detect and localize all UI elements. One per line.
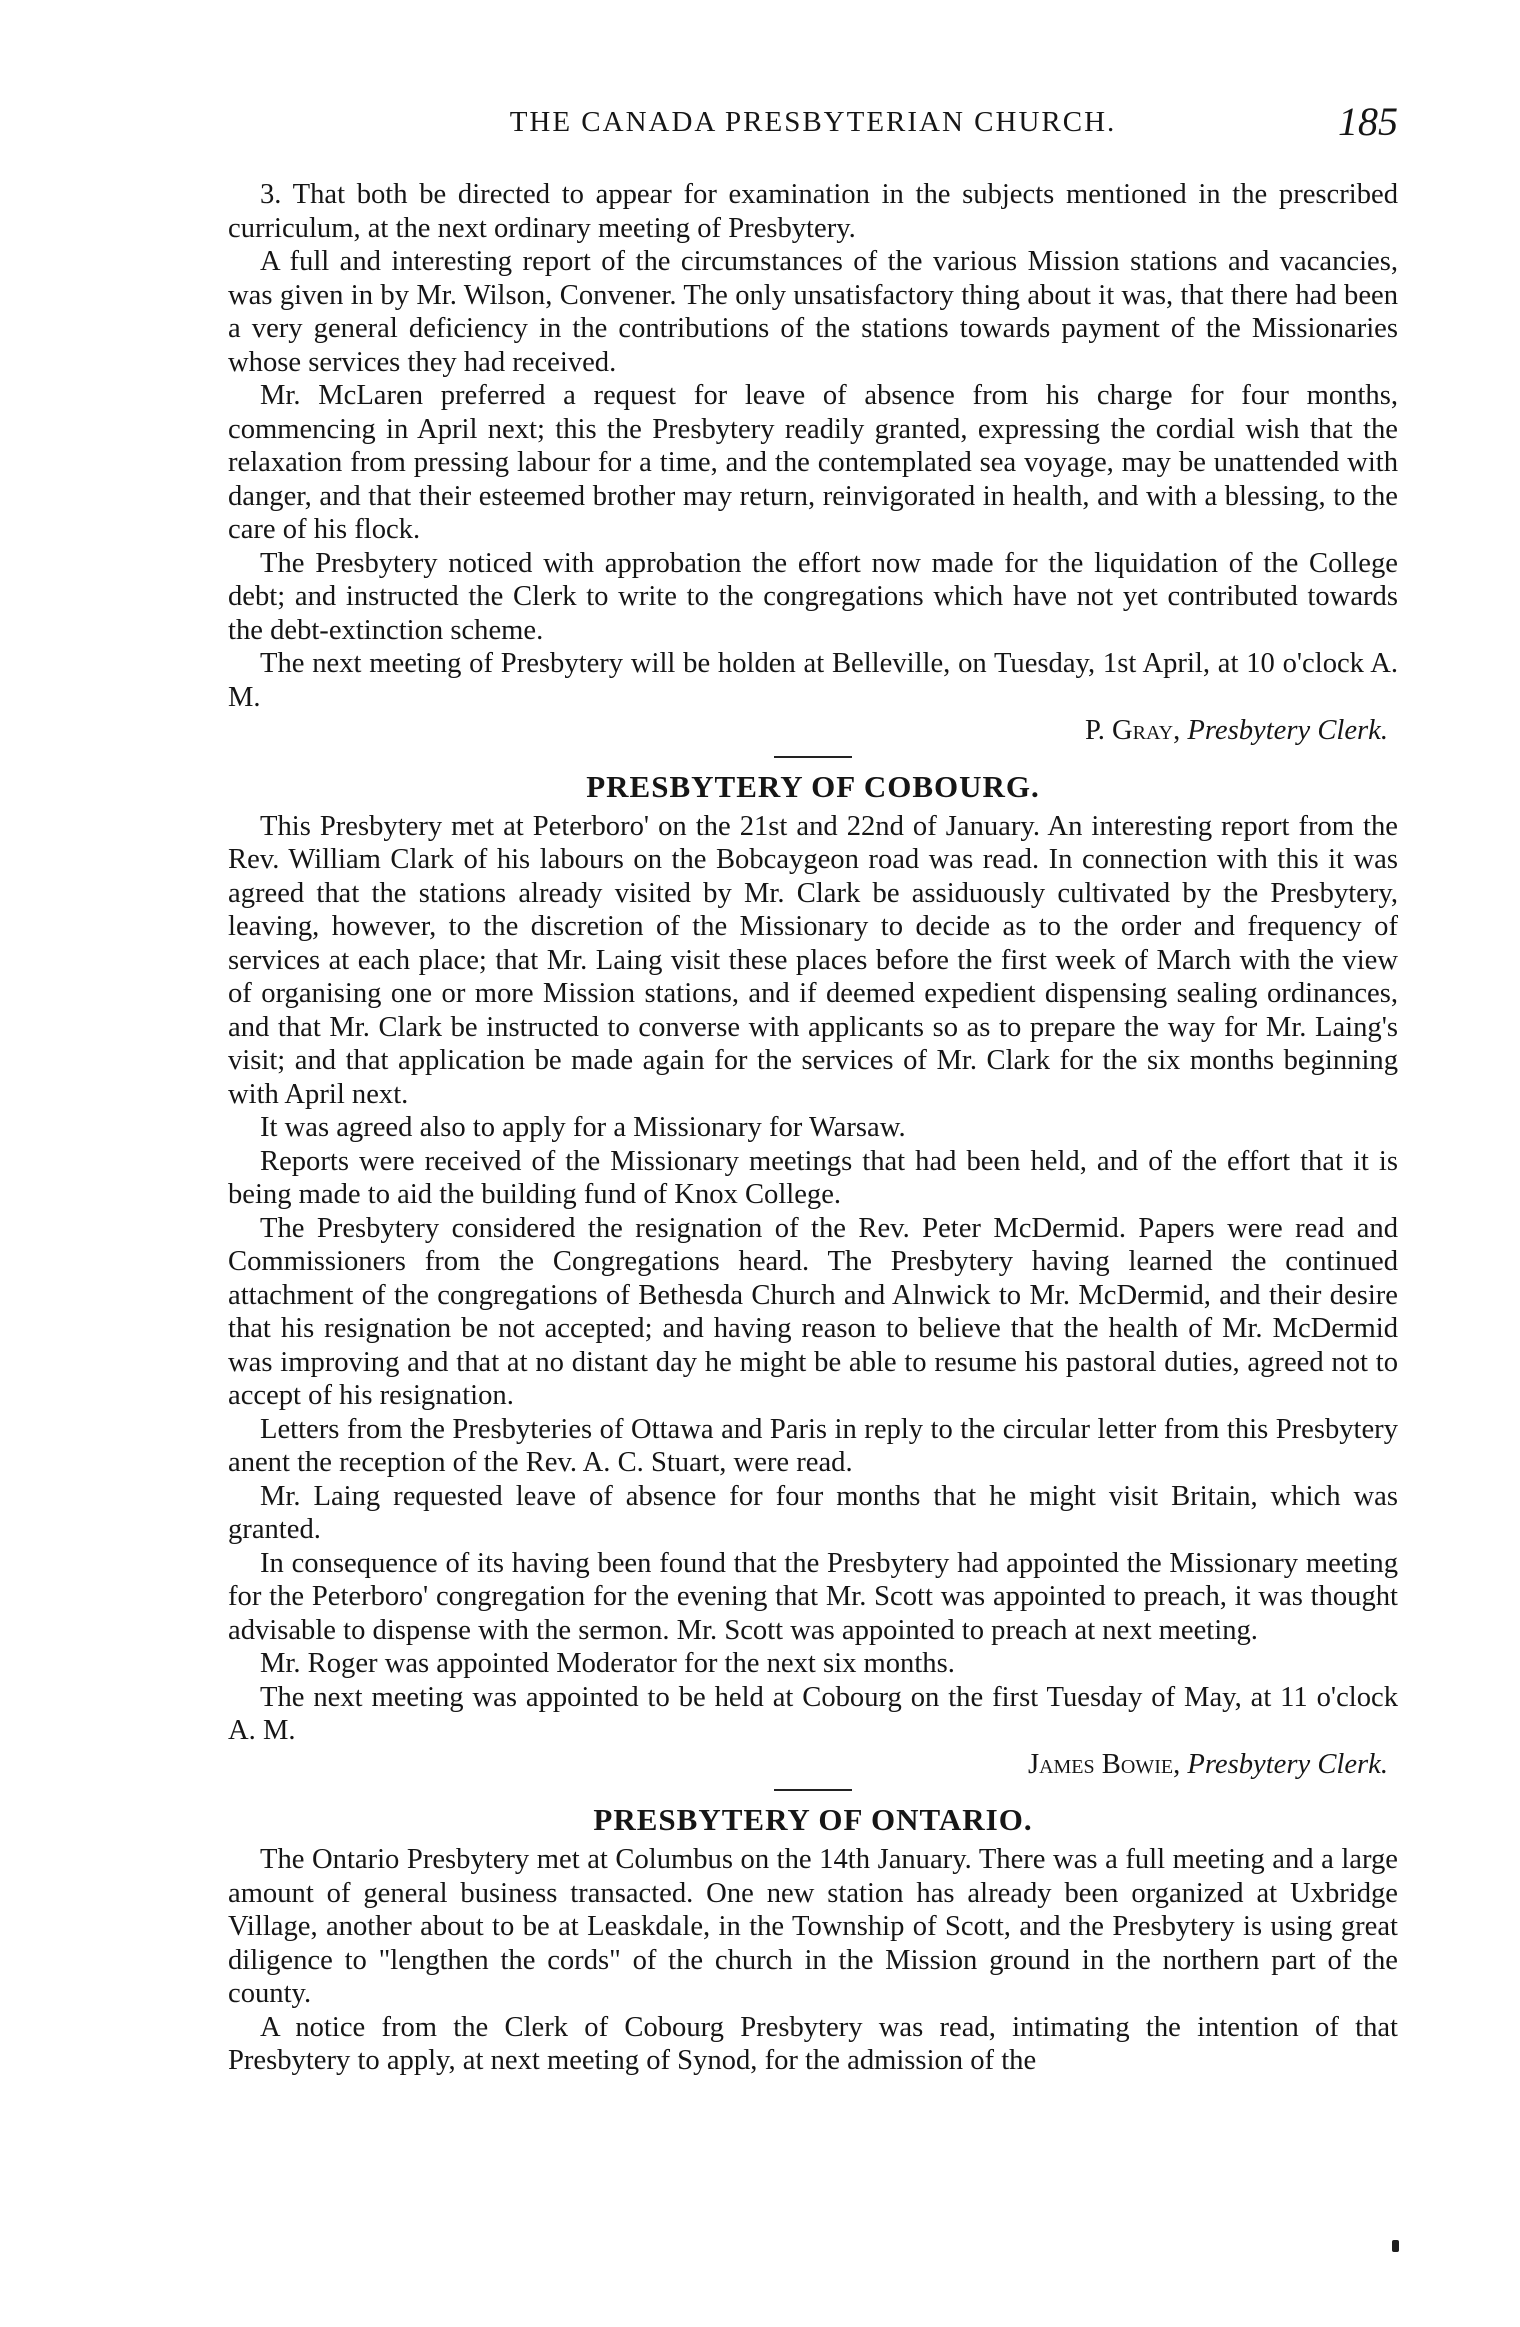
paragraph: It was agreed also to apply for a Missionary for Warsaw.: [260, 1112, 906, 1143]
signature-role: Presbytery Clerk.: [1187, 1748, 1388, 1780]
running-header: [228, 98, 1398, 148]
paragraph: Mr. Laing requested leave of absence for four months that he might visit Britain, which was granted.: [228, 1480, 1398, 1545]
paragraph: The next meeting was appointed to be held at Cobourg on the first Tuesday of May, at 11 o'clock A. M.: [228, 1681, 1398, 1746]
section-divider: [774, 756, 852, 758]
paragraph: The Presbytery considered the resignation of the Rev. Peter McDermid. Papers were read and Commissioners from the Congregations heard. The Presbytery having learned the continued attachment of the congregations of Bethesda Church and Alnwick to Mr. McDermid, and their desire that his resignation be not accepted; and having reason to believe that the health of Mr. McDermid was improving and that at no distant day he might be able to resume his pastoral duties, agreed not to accept of his resignation.: [228, 1212, 1398, 1411]
paragraph: The Presbytery noticed with approbation the effort now made for the liquidation of the College debt; and instructed the Clerk to write to the congregations which have not yet contributed towards the debt-extinction scheme.: [228, 547, 1398, 646]
paragraph: 3. That both be directed to appear for examination in the subjects mentioned in the prescribed curriculum, at the next ordinary meeting of Presbytery.: [228, 179, 1398, 244]
paragraph: The Ontario Presbytery met at Columbus on the 14th January. There was a full meeting and a large amount of general business transacted. One new station has already been organized at Uxbridge Village, another about to be at Leaskdale, in the Township of Scott, and the Presbytery is using great diligence to "lengthen the cords" of the church in the Mission ground in the northern part of the county.: [228, 1844, 1398, 2009]
paragraph: A full and interesting report of the circumstances of the various Mission stations and vacancies, was given in by Mr. Wilson, Convener. The only unsatisfactory thing about it was, that there had been a very general deficiency in the contributions of the stations towards payment of the Missionaries whose services they had received.: [228, 246, 1398, 378]
paragraph: This Presbytery met at Peterboro' on the 21st and 22nd of January. An interesting report from the Rev. William Clark of his labours on the Bobcaygeon road was read. In connection with this it was agreed that the stations already visited by Mr. Clark be assiduously cultivated by the Presbytery, leaving, however, to the discretion of the Missionary to decide as to the order and frequency of services at each place; that Mr. Laing visit these places before the first week of March with the view of organising one or more Mission stations, and if deemed expedient dispensing sealing ordinances, and that Mr. Clark be instructed to converse with applicants so as to prepare the way for Mr. Laing's visit; and that application be made again for the services of Mr. Clark for the six months beginning with April next.: [228, 810, 1398, 1110]
body-text: [228, 178, 1398, 2078]
signature-name: James Bowie,: [1027, 1748, 1181, 1780]
signature-name: P. Gray,: [1085, 715, 1181, 746]
paragraph: Mr. McLaren preferred a request for leave of absence from his charge for four months, commencing in April next; this the Presbytery readily granted, expressing the cordial wish that the relaxation from pressing labour for a time, and the contemplated sea voyage, may be unattended with danger, and that their esteemed brother may return, reinvigorated in health, and with a blessing, to the care of his flock.: [228, 380, 1398, 545]
paragraph: Mr. Roger was appointed Moderator for the next six months.: [260, 1648, 955, 1679]
section-heading: PRESBYTERY OF COBOURG.: [586, 768, 1040, 804]
paragraph: Letters from the Presbyteries of Ottawa and Paris in reply to the circular letter from this Presbytery anent the reception of the Rev. A. C. Stuart, were read.: [228, 1413, 1398, 1478]
ink-mark: [1392, 2240, 1399, 2252]
paragraph: In consequence of its having been found that the Presbytery had appointed the Missionary meeting for the Peterboro' congregation for the evening that Mr. Scott was appointed to preach, it was thought advisable to dispense with the sermon. Mr. Scott was appointed to preach at next meeting.: [228, 1547, 1398, 1646]
page-number: 185: [1338, 99, 1398, 144]
section-heading: PRESBYTERY OF ONTARIO.: [593, 1802, 1033, 1837]
section-divider: [774, 1789, 852, 1791]
signature: [228, 714, 1388, 748]
paragraph: Reports were received of the Missionary meetings that had been held, and of the effort that it is being made to aid the building fund of Knox College.: [228, 1145, 1398, 1210]
paragraph: A notice from the Clerk of Cobourg Presbytery was read, intimating the intention of that Presbytery to apply, at next meeting of Synod, for the admission of the: [228, 2011, 1398, 2076]
signature: [228, 1748, 1388, 1782]
signature-role: Presbytery Clerk.: [1187, 715, 1388, 746]
running-title: THE CANADA PRESBYTERIAN CHURCH.: [509, 106, 1117, 138]
paragraph: The next meeting of Presbytery will be holden at Belleville, on Tuesday, 1st April, at 10 o'clock A. M.: [228, 648, 1398, 713]
